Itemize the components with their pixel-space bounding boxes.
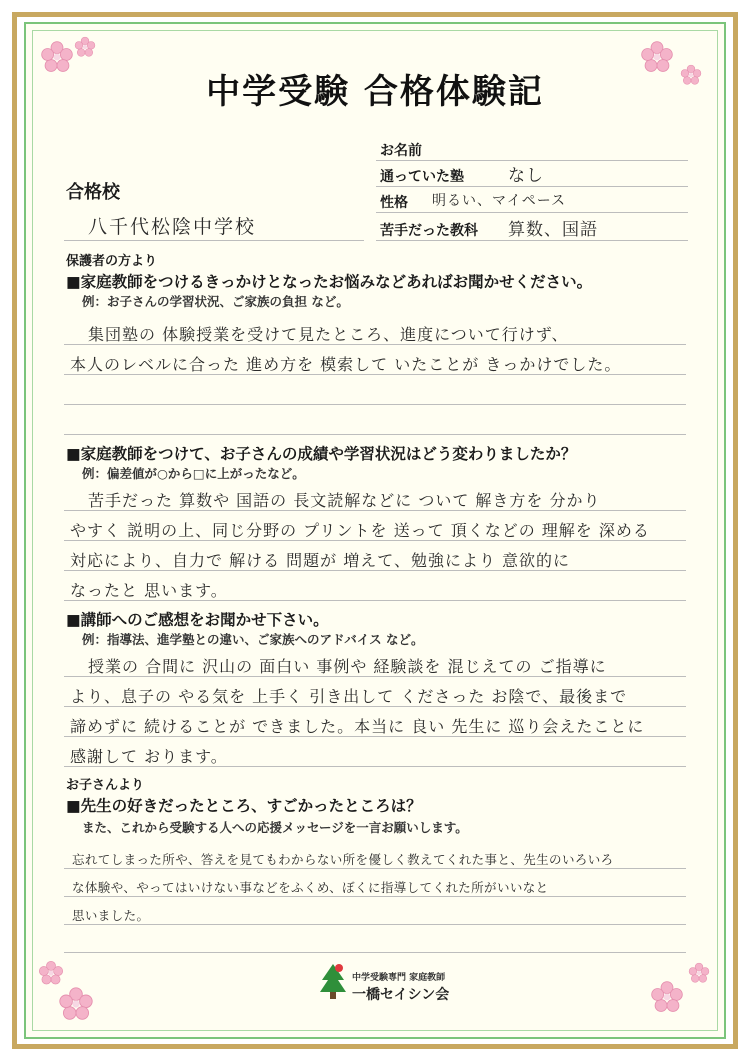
personality-value: 明るい、マイペース: [432, 193, 567, 209]
rule-line: [64, 404, 686, 405]
school-underline: [64, 240, 364, 241]
rule-line: [64, 344, 686, 345]
cherry-blossom-icon: [74, 36, 96, 58]
weak-subject-label: 苦手だった教科: [380, 223, 478, 239]
child-answer-line: な体験や、やってはいけない事などをふくめ、ぼくに指導してくれた所がいいなと: [72, 880, 549, 895]
answer-2-line: 苦手だった 算数や 国語の 長文読解などに ついて 解き方を 分かり: [88, 491, 601, 510]
rule-line: [64, 374, 686, 375]
question-3: ■講師へのご感想をお聞かせ下さい。: [66, 610, 329, 629]
answer-1-line: 集団塾の 体験授業を受けて見たところ、進度について行けず、: [88, 325, 569, 344]
parents-heading: 保護者の方より: [66, 254, 158, 269]
weak-subject-value: 算数、国語: [508, 220, 598, 240]
rule-line: [64, 706, 686, 707]
answer-3-line: より、息子の やる気を 上手く 引き出して くださった お陰で、最後まで: [70, 687, 628, 706]
cherry-blossom-icon: [58, 986, 94, 1022]
rule-line: [64, 868, 686, 869]
name-label: お名前: [380, 143, 422, 159]
rule-line: [64, 434, 686, 435]
question-2-example: 例：偏差値が○から□に上がったなど。: [82, 466, 305, 481]
answer-3-line: 授業の 合間に 沢山の 面白い 事例や 経験談を 混じえての ご指導に: [88, 657, 607, 676]
child-heading: お子さんより: [66, 778, 145, 793]
answer-3-line: 感謝して おります。: [70, 747, 228, 766]
logo-tagline: 中学受験専門 家庭教師: [352, 973, 446, 983]
tree-logo-icon: [318, 962, 348, 1000]
juku-label: 通っていた塾: [380, 169, 464, 185]
rule-line: [64, 952, 686, 953]
page-title: 中学受験 合格体験記: [206, 72, 544, 112]
question-4-subtext: また、これから受験する人への応援メッセージを一言お願いします。: [82, 820, 468, 835]
juku-value: なし: [508, 166, 544, 186]
rule-line: [64, 540, 686, 541]
rule-line: [64, 510, 686, 511]
school-value: 八千代松陰中学校: [88, 216, 257, 238]
logo-name: 一橋セイシン会: [352, 987, 450, 1003]
question-2: ■家庭教師をつけて、お子さんの成績や学習状況はどう変わりましたか？: [66, 444, 577, 463]
rule-line: [64, 570, 686, 571]
answer-2-line: 対応により、自力で 解ける 問題が 増えて、勉強により 意欲的に: [70, 551, 571, 570]
answer-1-line: 本人のレベルに合った 進め方を 模索して いたことが きっかけでした。: [70, 355, 622, 374]
cherry-blossom-icon: [650, 980, 684, 1014]
child-answer-line: 思いました。: [72, 908, 150, 923]
question-1: ■家庭教師をつけるきっかけとなったお悩みなどあればお聞かせください。: [66, 272, 593, 291]
personality-label: 性格: [380, 195, 408, 211]
rule-line: [64, 600, 686, 601]
weak-subject-underline: [376, 240, 688, 241]
juku-underline: [376, 186, 688, 187]
answer-2-line: なったと 思います。: [70, 581, 228, 600]
rule-line: [64, 766, 686, 767]
rule-line: [64, 924, 686, 925]
cherry-blossom-icon: [38, 960, 64, 986]
child-answer-line: 忘れてしまった所や、答えを見てもわからない所を優しく教えてくれた事と、先生のいろいろ: [72, 852, 614, 867]
question-1-example: 例：お子さんの学習状況、ご家族の負担 など。: [82, 294, 349, 309]
rule-line: [64, 676, 686, 677]
question-4: ■先生の好きだったところ、すごかったところは？: [66, 796, 422, 815]
cherry-blossom-icon: [688, 962, 710, 984]
answer-2-line: やすく 説明の上、同じ分野の プリントを 送って 頂くなどの 理解を 深める: [70, 521, 650, 540]
rule-line: [64, 736, 686, 737]
rule-line: [64, 896, 686, 897]
school-label: 合格校: [66, 182, 120, 203]
personality-underline: [376, 212, 688, 213]
question-3-example: 例：指導法、進学塾との違い、ご家族へのアドバイス など。: [82, 632, 424, 647]
answer-3-line: 諦めずに 続けることが できました。本当に 良い 先生に 巡り会えたことに: [70, 717, 645, 736]
